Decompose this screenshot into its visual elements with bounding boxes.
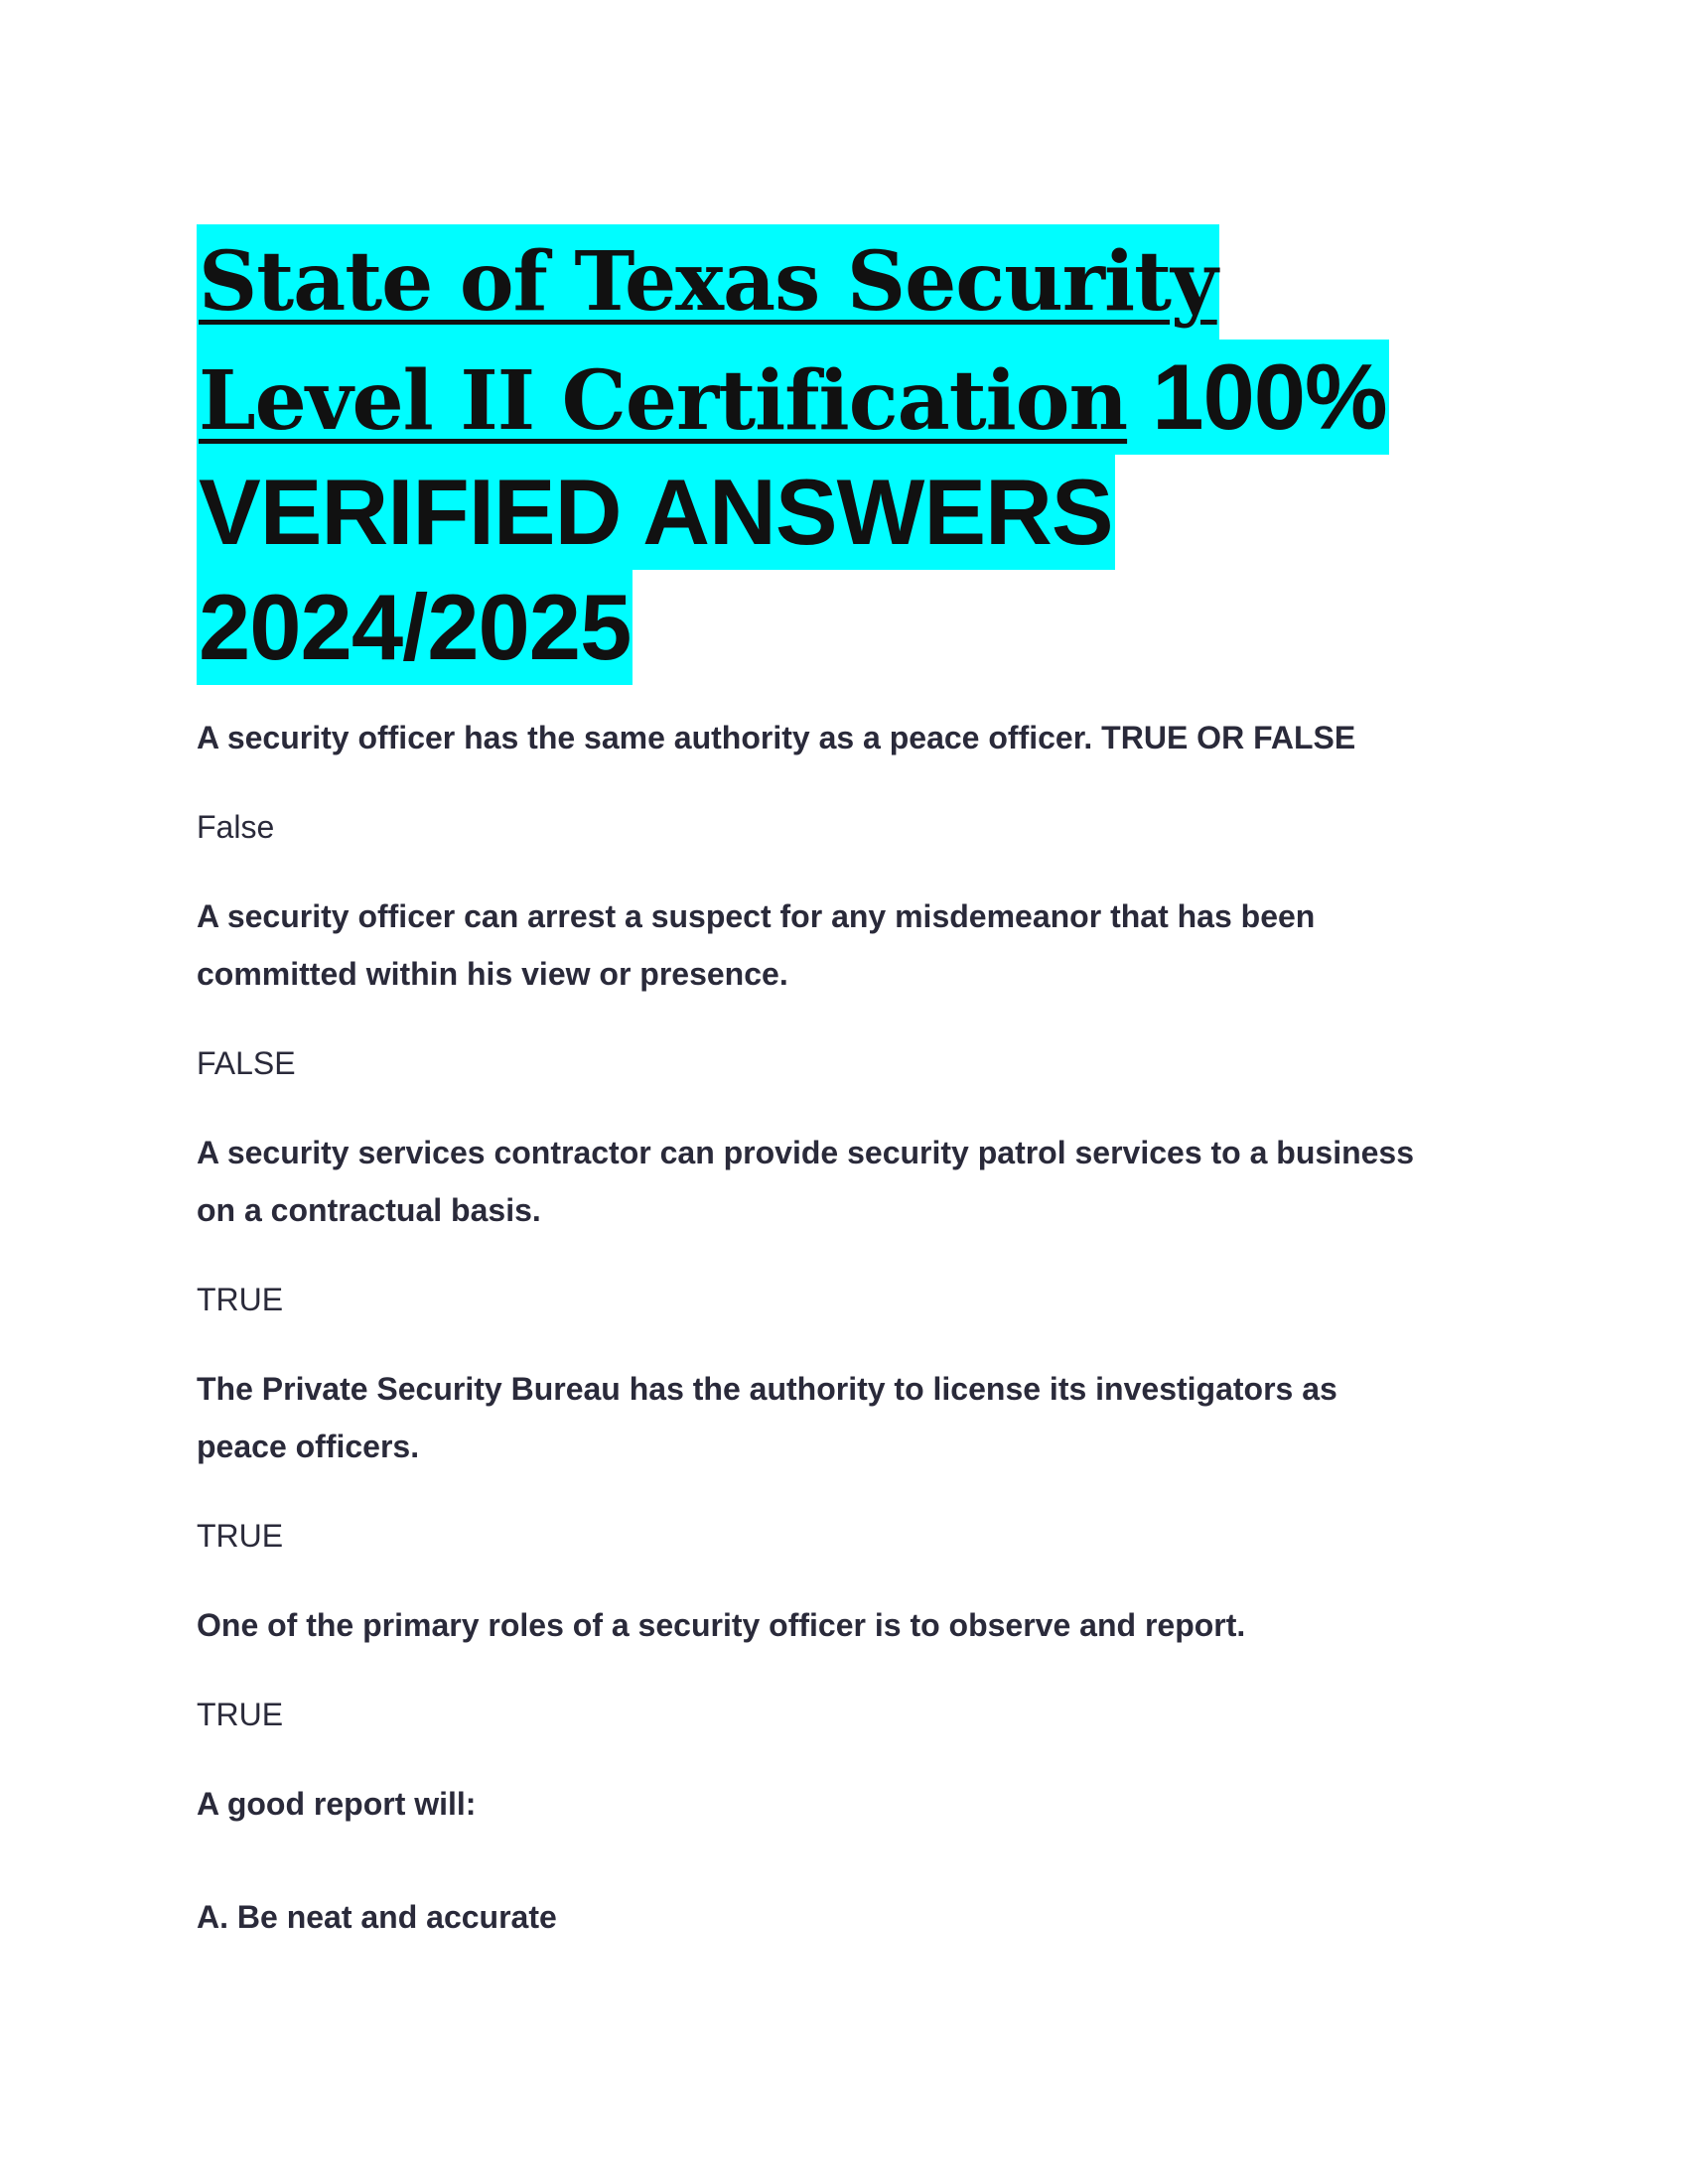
answer-1: False — [197, 809, 275, 845]
document-title — [197, 224, 1507, 685]
question-6: A good report will: — [197, 1786, 477, 1822]
answer-3: TRUE — [197, 1282, 284, 1317]
question-2-line-2: committed within his view or presence. — [197, 956, 788, 992]
answer-5: TRUE — [197, 1697, 284, 1732]
question-4-line-2: peace officers. — [197, 1429, 420, 1464]
title-line-2-serif: Level II Certification — [199, 353, 1128, 449]
question-1: A security officer has the same authority as a peace officer. TRUE OR FALSE — [197, 720, 1356, 755]
title-line-1: State of Texas Security — [197, 224, 1219, 340]
title-line-2-percent: 100% — [1152, 344, 1387, 449]
question-4-line-1: The Private Security Bureau has the authority to license its investigators as — [197, 1371, 1337, 1407]
question-2-line-1: A security officer can arrest a suspect for any misdemeanor that has been — [197, 898, 1316, 934]
question-3-line-2: on a contractual basis. — [197, 1192, 541, 1228]
answer-4: TRUE — [197, 1518, 284, 1554]
answer-2: FALSE — [197, 1045, 296, 1081]
title-line-4: 2024/2025 — [197, 570, 633, 685]
question-5: One of the primary roles of a security officer is to observe and report. — [197, 1607, 1246, 1643]
title-line-3: VERIFIED ANSWERS — [197, 455, 1115, 570]
question-3-line-1: A security services contractor can provide security patrol services to a business — [197, 1135, 1415, 1170]
question-6-option-a: A. Be neat and accurate — [197, 1899, 557, 1935]
